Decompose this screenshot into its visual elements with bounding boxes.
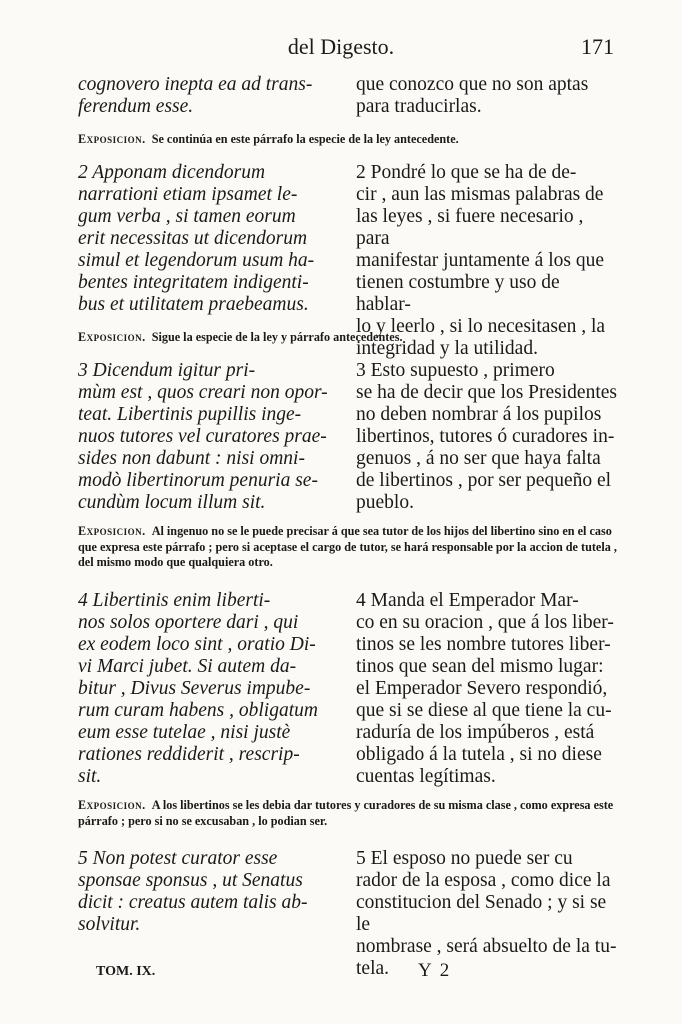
exposicion-text: A los libertinos se les debia dar tutores y curadores de su misma clase , como expresa este párrafo ; pero si no se excusaban , lo podian ser. <box>78 798 614 828</box>
exposicion-note <box>78 798 618 829</box>
exposicion-label: Exposicion. <box>78 330 146 344</box>
exposicion-text: Se continúa en este párrafo la especie de la ley antecedente. <box>151 132 459 146</box>
page-footer <box>0 958 682 988</box>
spanish-text: 2 Pondré lo que se ha de de- cir , aun las mismas palabras de las leyes , si fuere necesario , para manifestar juntamente á los que tienen costumbre y uso de hablar- lo y leerlo , si lo necesitasen , la integridad y la utilidad. <box>356 162 606 359</box>
exposicion-note <box>78 330 618 346</box>
volume-label: TOM. IX. <box>96 964 156 979</box>
page-number: 171 <box>581 34 614 59</box>
exposicion-text: Al ingenuo no se le puede precisar á que sea tutor de los hijos del libertino sino en el caso que expresa este párrafo ; pero si aceptase el cargo de tutor, se hará responsable por la accion de tutela , del mismo modo que qualquiera otro. <box>78 524 617 569</box>
latin-text: 3 Dicendum igitur pri- mùm est , quos creari non opor- teat. Libertinis pupillis inge- nuos tutores vel curatores prae- sides non dabunt : nisi omni- modò libertinorum penuria se- cundùm locum illum sit. <box>78 360 328 513</box>
latin-text: 5 Non potest curator esse sponsae sponsus , ut Senatus dicit : creatus autem talis ab- solvitur. <box>78 848 308 935</box>
latin-text: 4 Libertinis enim liberti- nos solos oportere dari , qui ex eodem loco sint , oratio Di- vi Marci jubet. Si autem da- bitur , Divus Severus impube- rum curam habens , obligatum eum esse tutelae , nisi justè rationes reddiderit , rescrip- sit. <box>78 590 318 787</box>
text-pair-paragraph-3 <box>78 360 618 518</box>
exposicion-label: Exposicion. <box>78 132 146 146</box>
page-header <box>0 32 682 62</box>
spanish-text: que conozco que no son aptas para traducirlas. <box>356 74 589 117</box>
spanish-text: 4 Manda el Emperador Mar- co en su oracion , que á los liber- tinos se les nombre tutores liber- tinos que sean del mismo lugar: el Emperador Severo respondió, que si se diese al que tiene la cu- raduría de los impúberos , está obligado á la tutela , si no diese cuentas legítimas. <box>356 590 614 787</box>
exposicion-label: Exposicion. <box>78 798 146 812</box>
latin-text: 2 Apponam dicendorum narrationi etiam ipsamet le- gum verba , si tamen eorum erit necessitas ut dicendorum simul et legendorum usum ha- bentes integritatem indigenti- bus et utilitatem praebeamus. <box>78 162 315 315</box>
exposicion-note <box>78 132 618 148</box>
running-title: del Digesto. <box>287 34 395 59</box>
signature-mark: Y 2 <box>418 960 452 981</box>
exposicion-note <box>78 524 618 571</box>
text-pair-continuation <box>78 74 618 120</box>
latin-text: cognovero inepta ea ad trans- ferendum esse. <box>78 74 313 117</box>
text-pair-paragraph-4 <box>78 590 618 790</box>
spanish-text: 3 Esto supuesto , primero se ha de decir que los Presidentes no deben nombrar á los pupilos libertinos, tutores ó curadores in- genuos , á no ser que haya falta de libertinos , por ser pequeño el pueblo. <box>356 360 618 513</box>
exposicion-label: Exposicion. <box>78 524 146 538</box>
exposicion-text: Sigue la especie de la ley y párrafo antecedentes. <box>151 330 403 344</box>
spanish-text: 5 El esposo no puede ser cu rador de la esposa , como dice la constitucion del Senado ; y si se le nombrase , será absuelto de la tu- tela. <box>356 848 617 979</box>
